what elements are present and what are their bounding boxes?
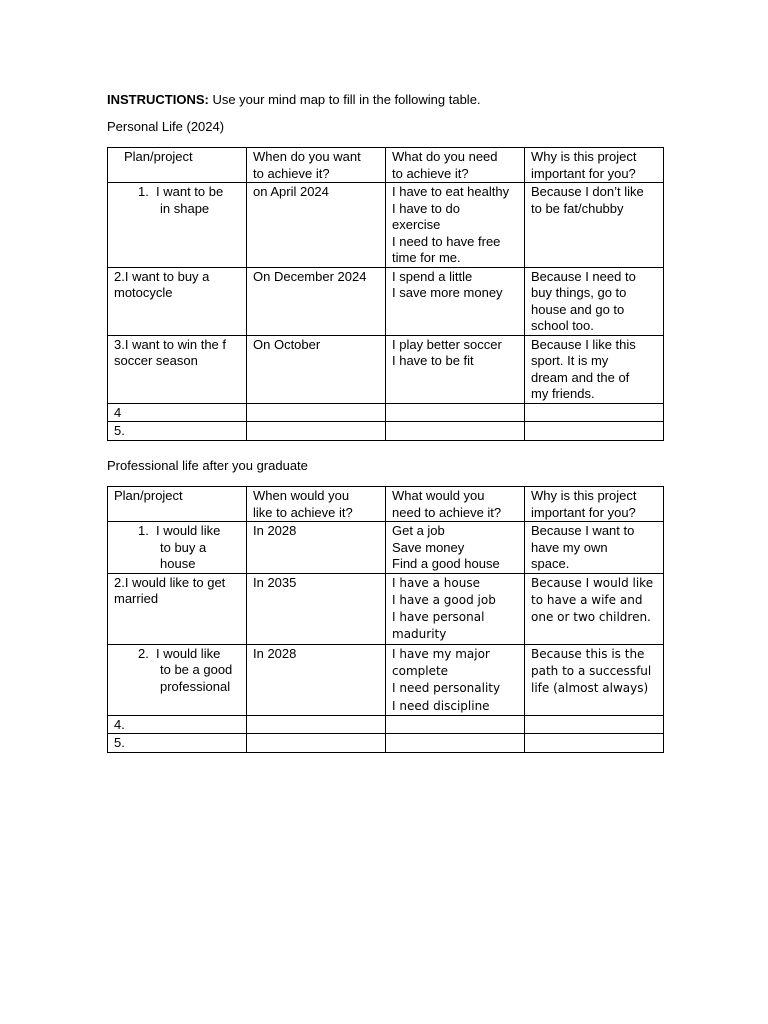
- header-why: Why is this project important for you?: [525, 487, 664, 522]
- header-what: What would you need to achieve it?: [386, 487, 525, 522]
- plan-cell: 2. I would like to be a good professional: [108, 644, 247, 715]
- professional-life-title: Professional life after you graduate: [107, 458, 308, 473]
- when-cell: In 2028: [247, 522, 386, 574]
- header-when: When do you want to achieve it?: [247, 148, 386, 183]
- plan-cell: 3.I want to win the f soccer season: [108, 335, 247, 403]
- plan-cell: 4: [108, 403, 247, 422]
- plan-cell: 1. I would like to buy a house: [108, 522, 247, 574]
- instructions-label: INSTRUCTIONS:: [107, 92, 209, 107]
- header-what: What do you need to achieve it?: [386, 148, 525, 183]
- table-row: [108, 335, 664, 403]
- header-when: When would you like to achieve it?: [247, 487, 386, 522]
- why-cell: Because this is the path to a successful life (almost always): [525, 644, 664, 715]
- table-header-row: [108, 148, 664, 183]
- what-cell: Get a job Save money Find a good house: [386, 522, 525, 574]
- header-plan: Plan/project: [108, 487, 247, 522]
- table-row: [108, 522, 664, 574]
- what-cell: I have to eat healthy I have to do exercise I need to have free time for me.: [386, 183, 525, 268]
- what-cell: I play better soccer I have to be fit: [386, 335, 525, 403]
- table-row: [108, 183, 664, 268]
- what-cell: I have my major complete I need personality I need discipline: [386, 644, 525, 715]
- plan-cell: 5.: [108, 422, 247, 441]
- table-row: [108, 734, 664, 753]
- plan-cell: 2.I want to buy a motocycle: [108, 267, 247, 335]
- plan-cell: 5.: [108, 734, 247, 753]
- table-row: [108, 267, 664, 335]
- header-why: Why is this project important for you?: [525, 148, 664, 183]
- table-row: [108, 422, 664, 441]
- when-cell: On December 2024: [247, 267, 386, 335]
- personal-life-table: [107, 147, 664, 441]
- header-plan: Plan/project: [108, 148, 247, 183]
- instructions: [107, 92, 481, 108]
- when-cell: on April 2024: [247, 183, 386, 268]
- personal-life-title: Personal Life (2024): [107, 119, 225, 134]
- when-cell: On October: [247, 335, 386, 403]
- professional-life-table: [107, 486, 664, 753]
- table-row: [108, 715, 664, 734]
- why-cell: Because I would like to have a wife and one or two children.: [525, 573, 664, 644]
- table-row: [108, 403, 664, 422]
- why-cell: Because I need to buy things, go to house and go to school too.: [525, 267, 664, 335]
- plan-cell: 1. I want to be in shape: [108, 183, 247, 268]
- why-cell: Because I want to have my own space.: [525, 522, 664, 574]
- table-header-row: [108, 487, 664, 522]
- why-cell: Because I don’t like to be fat/chubby: [525, 183, 664, 268]
- why-cell: Because I like this sport. It is my dream and the of my friends.: [525, 335, 664, 403]
- table-row: [108, 644, 664, 715]
- instructions-text: Use your mind map to fill in the following table.: [208, 92, 481, 107]
- when-cell: In 2028: [247, 644, 386, 715]
- what-cell: I have a house I have a good job I have personal madurity: [386, 573, 525, 644]
- what-cell: I spend a little I save more money: [386, 267, 525, 335]
- when-cell: In 2035: [247, 573, 386, 644]
- plan-cell: 2.I would like to get married: [108, 573, 247, 644]
- table-row: [108, 573, 664, 644]
- plan-cell: 4.: [108, 715, 247, 734]
